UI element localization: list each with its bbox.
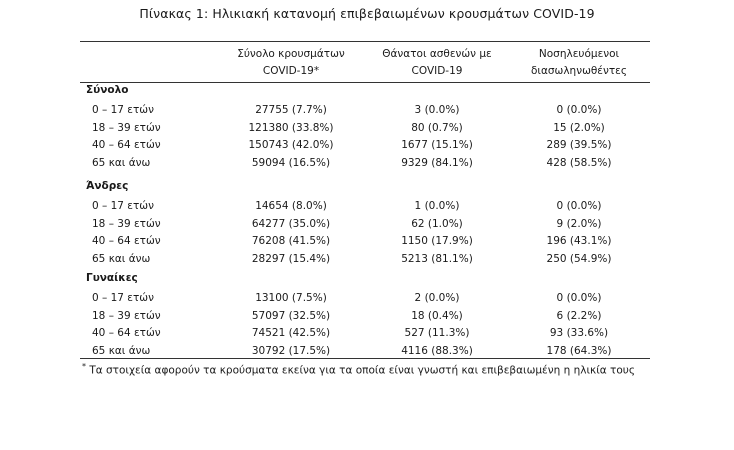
table-title: Πίνακας 1: Ηλικιακή κατανομή επιβεβαιωμένων κρουσμάτων COVID-19 — [139, 6, 595, 21]
deaths-cell: 527 (11.3%) — [404, 327, 470, 339]
age-cell: 65 και άνω — [92, 156, 151, 169]
deaths-cell: 9329 (84.1%) — [401, 156, 473, 169]
footnote-text: Τα στοιχεία αφορούν τα κρούσματα εκείνα για τα οποία είναι γνωστή και επιβεβαιωμένη η ηλικία τους — [86, 364, 635, 377]
deaths-cell: 4116 (88.3%) — [401, 344, 473, 357]
table-row — [0, 122, 734, 138]
column-header-total-cases — [226, 46, 356, 80]
cases-cell: 30792 (17.5%) — [251, 344, 331, 357]
cases-cell: 28297 (15.4%) — [251, 252, 331, 265]
column-header-line: διασωληνωθέντες — [531, 65, 627, 77]
intubated-cell: 6 (2.2%) — [556, 309, 602, 322]
section-title: Σύνολο — [86, 84, 129, 96]
section-title: Άνδρες — [86, 180, 129, 192]
intubated-cell: 0 (0.0%) — [556, 200, 602, 212]
footnote — [82, 362, 635, 377]
age-cell: 18 – 39 ετών — [92, 121, 161, 134]
cases-cell: 76208 (41.5%) — [251, 235, 331, 247]
age-cell: 18 – 39 ετών — [92, 309, 161, 322]
intubated-cell: 250 (54.9%) — [546, 252, 612, 265]
deaths-cell: 62 (1.0%) — [411, 217, 463, 230]
intubated-cell: 93 (33.6%) — [549, 327, 609, 339]
intubated-cell: 9 (2.0%) — [556, 217, 602, 230]
cases-cell: 27755 (7.7%) — [255, 104, 327, 116]
cases-cell: 59094 (16.5%) — [251, 156, 331, 169]
age-cell: 40 – 64 ετών — [92, 235, 161, 247]
section-title: Γυναίκες — [86, 272, 138, 284]
intubated-cell: 289 (39.5%) — [546, 139, 612, 151]
cases-cell: 13100 (7.5%) — [255, 292, 327, 304]
table-row — [0, 292, 734, 308]
age-cell: 18 – 39 ετών — [92, 217, 161, 230]
column-header-line: COVID-19* — [262, 65, 320, 77]
cases-cell: 150743 (42.0%) — [248, 139, 334, 151]
intubated-cell: 196 (43.1%) — [546, 235, 612, 247]
column-header-line: Σύνολο κρουσμάτων — [237, 48, 345, 60]
intubated-cell: 178 (64.3%) — [546, 344, 612, 357]
cases-cell: 121380 (33.8%) — [248, 121, 334, 134]
age-cell: 0 – 17 ετών — [92, 292, 154, 304]
column-header-deaths — [372, 46, 502, 80]
deaths-cell: 1 (0.0%) — [414, 200, 460, 212]
deaths-cell: 5213 (81.1%) — [401, 252, 473, 265]
column-header-line: COVID-19 — [411, 65, 463, 77]
deaths-cell: 18 (0.4%) — [411, 309, 463, 322]
age-cell: 0 – 17 ετών — [92, 104, 154, 116]
table-bottom-rule — [80, 358, 650, 359]
intubated-cell: 0 (0.0%) — [556, 292, 602, 304]
table-row — [0, 104, 734, 120]
column-header-line: Θάνατοι ασθενών με — [382, 48, 492, 60]
footnote-marker: * — [82, 362, 86, 371]
table-top-rule — [80, 41, 650, 42]
age-cell: 40 – 64 ετών — [92, 139, 161, 151]
intubated-cell: 0 (0.0%) — [556, 104, 602, 116]
age-cell: 65 και άνω — [92, 344, 151, 357]
age-cell: 0 – 17 ετών — [92, 200, 154, 212]
header-rule — [80, 82, 650, 83]
cases-cell: 14654 (8.0%) — [255, 200, 327, 212]
deaths-cell: 1677 (15.1%) — [401, 139, 473, 151]
intubated-cell: 15 (2.0%) — [553, 121, 605, 134]
column-header-intubated — [514, 46, 644, 80]
column-header-line: Νοσηλευόμενοι — [538, 48, 620, 60]
deaths-cell: 1150 (17.9%) — [401, 235, 473, 247]
table-row — [0, 200, 734, 216]
age-cell: 65 και άνω — [92, 252, 151, 265]
table-row — [0, 157, 734, 173]
table-row — [0, 218, 734, 234]
table-row — [0, 253, 734, 269]
table-row — [0, 310, 734, 326]
deaths-cell: 80 (0.7%) — [411, 121, 463, 134]
deaths-cell: 2 (0.0%) — [414, 292, 460, 304]
deaths-cell: 3 (0.0%) — [414, 104, 460, 116]
table-row — [0, 139, 734, 155]
intubated-cell: 428 (58.5%) — [546, 156, 612, 169]
table-row — [0, 327, 734, 343]
cases-cell: 57097 (32.5%) — [251, 309, 331, 322]
cases-cell: 74521 (42.5%) — [251, 327, 331, 339]
age-cell: 40 – 64 ετών — [92, 327, 161, 339]
table-row — [0, 235, 734, 251]
cases-cell: 64277 (35.0%) — [251, 217, 331, 230]
